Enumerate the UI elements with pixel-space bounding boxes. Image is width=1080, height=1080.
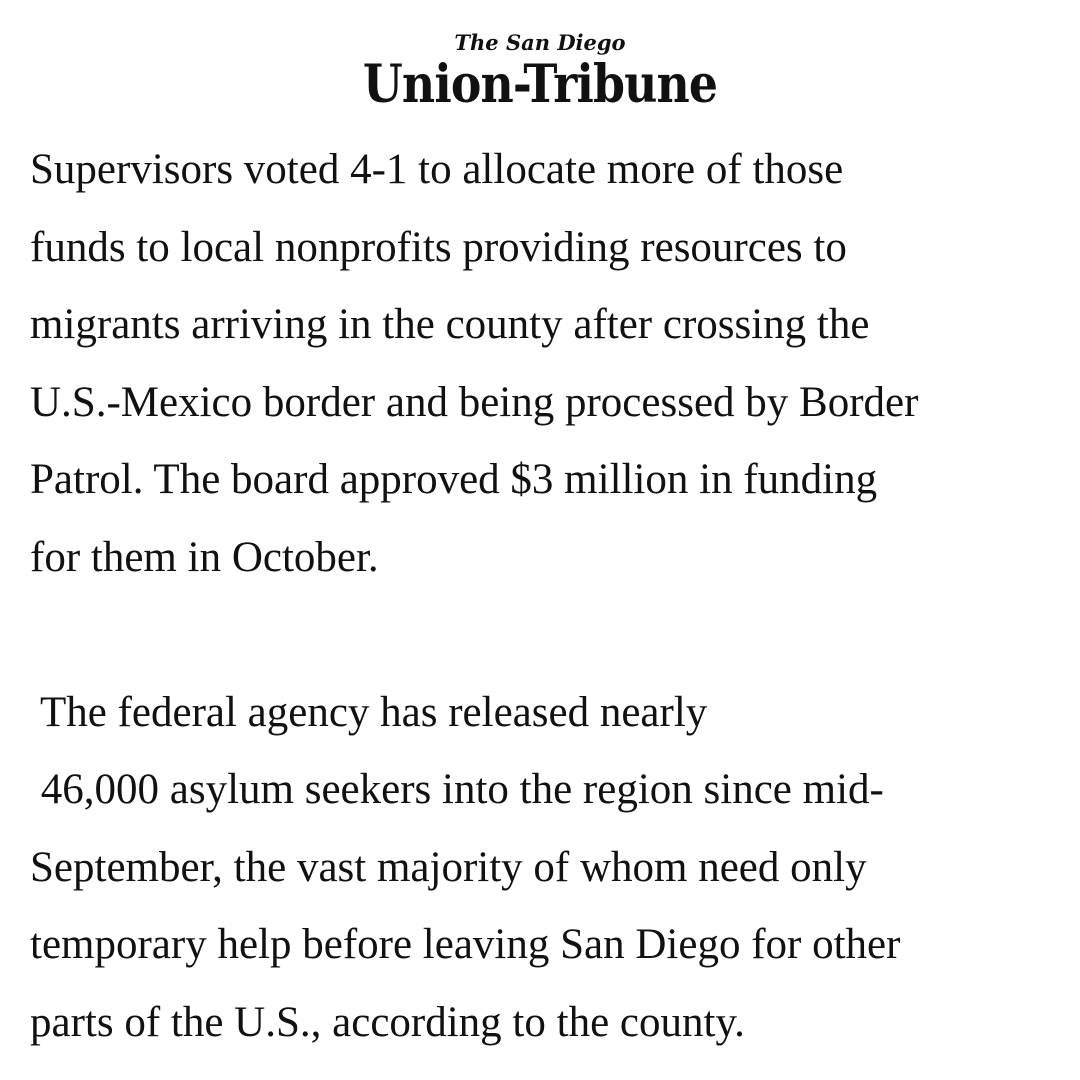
masthead-logo [0,30,1080,114]
text-line: temporary help before leaving San Diego for other [30,921,901,968]
article-body [30,131,1060,1061]
text-line: The federal agency has released nearly [30,688,708,736]
paragraph-spacer [30,596,1060,674]
masthead-title: Union-Tribune [362,54,718,115]
text-line: 46,000 asylum seekers into the region since mid- [30,766,884,813]
masthead-small-text: The San Diego [454,30,626,55]
text-line: funds to local nonprofits providing resources to [30,223,847,271]
text-line: for them in October. [30,533,379,581]
text-line: Patrol. The board approved $3 million in funding [30,456,878,503]
text-line: September, the vast majority of whom need only [30,843,867,891]
text-line: parts of the U.S., according to the county. [30,998,745,1046]
text-line: Supervisors voted 4-1 to allocate more of those [30,146,844,193]
paragraph-1 [30,131,1060,596]
text-line: U.S.-Mexico border and being processed by Border [30,378,919,426]
text-line: migrants arriving in the county after crossing the [30,301,870,348]
paragraph-2 [30,674,1060,1062]
